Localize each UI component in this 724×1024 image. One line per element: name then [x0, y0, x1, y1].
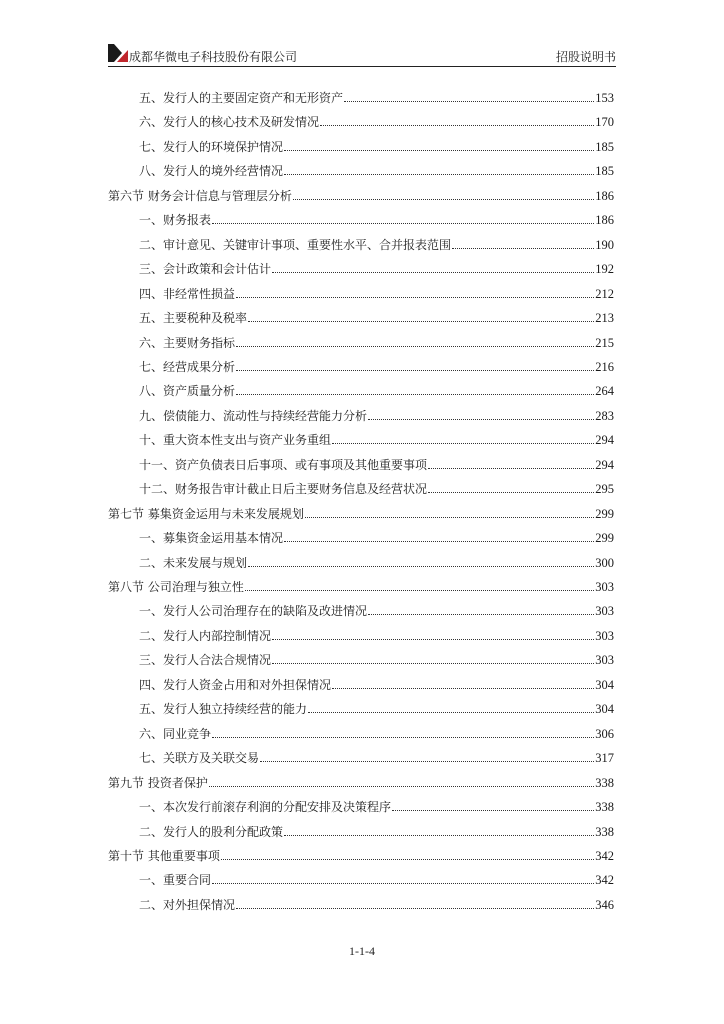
toc-entry-page: 216 — [595, 359, 614, 374]
toc-entry-page: 283 — [595, 408, 614, 423]
toc-entry-page: 300 — [595, 555, 614, 570]
toc-dot-leader — [221, 858, 594, 860]
toc-subsection-entry[interactable] — [139, 234, 614, 252]
toc-entry-title: 一、本次发行前滚存利润的分配安排及决策程序 — [139, 800, 392, 815]
toc-subsection-entry[interactable] — [139, 454, 614, 472]
page-number: 1-1-4 — [349, 944, 375, 958]
toc-dot-leader — [368, 613, 594, 615]
toc-dot-leader — [209, 785, 594, 787]
toc-entry-title: 八、资产质量分析 — [139, 384, 236, 399]
toc-subsection-entry[interactable] — [139, 869, 614, 887]
toc-dot-leader — [272, 271, 594, 273]
toc-dot-leader — [284, 173, 594, 175]
toc-entry-title: 第八节 公司治理与独立性 — [108, 580, 244, 594]
toc-entry-page: 186 — [595, 213, 614, 228]
toc-section-entry[interactable] — [108, 576, 614, 594]
toc-subsection-entry[interactable] — [139, 723, 614, 741]
toc-entry-page: 317 — [595, 751, 614, 766]
toc-entry-title: 三、会计政策和会计估计 — [139, 262, 272, 277]
toc-subsection-entry[interactable] — [139, 600, 614, 618]
toc-entry-page: 294 — [595, 457, 614, 472]
toc-entry-page: 299 — [595, 531, 614, 546]
toc-entry-title: 十二、财务报告审计截止日后主要财务信息及经营状况 — [139, 482, 428, 497]
toc-dot-leader — [320, 124, 594, 126]
toc-entry-page: 303 — [595, 628, 614, 643]
toc-entry-page: 192 — [595, 262, 614, 277]
toc-subsection-entry[interactable] — [139, 356, 614, 374]
toc-entry-title: 九、偿债能力、流动性与持续经营能力分析 — [139, 408, 368, 423]
toc-entry-title: 七、发行人的环境保护情况 — [139, 139, 284, 154]
toc-entry-page: 303 — [595, 604, 614, 619]
toc-entry-page: 338 — [595, 824, 614, 839]
toc-subsection-entry[interactable] — [139, 674, 614, 692]
toc-entry-title: 一、募集资金运用基本情况 — [139, 531, 284, 546]
toc-subsection-entry[interactable] — [139, 87, 614, 105]
toc-dot-leader — [236, 369, 594, 371]
toc-subsection-entry[interactable] — [139, 405, 614, 423]
toc-entry-page: 346 — [595, 897, 614, 912]
toc-entry-page: 303 — [595, 580, 614, 594]
toc-entry-title: 二、未来发展与规划 — [139, 555, 248, 570]
toc-entry-page: 264 — [595, 384, 614, 399]
toc-entry-title: 五、主要税种及税率 — [139, 311, 248, 326]
toc-dot-leader — [368, 418, 594, 420]
toc-entry-title: 二、发行人的股利分配政策 — [139, 824, 284, 839]
toc-dot-leader — [236, 296, 594, 298]
toc-entry-page: 342 — [595, 873, 614, 888]
toc-section-entry[interactable] — [108, 845, 614, 863]
toc-entry-page: 170 — [595, 115, 614, 130]
toc-entry-page: 304 — [595, 702, 614, 717]
toc-entry-title: 五、发行人的主要固定资产和无形资产 — [139, 91, 344, 105]
toc-subsection-entry[interactable] — [139, 796, 614, 814]
toc-entry-title: 三、发行人合法合规情况 — [139, 653, 272, 668]
toc-subsection-entry[interactable] — [139, 283, 614, 301]
toc-entry-title: 十一、资产负债表日后事项、或有事项及其他重要事项 — [139, 457, 428, 472]
toc-entry-page: 304 — [595, 677, 614, 692]
toc-entry-title: 第十节 其他重要事项 — [108, 848, 220, 863]
toc-entry-title: 四、发行人资金占用和对外担保情况 — [139, 677, 332, 692]
toc-subsection-entry[interactable] — [139, 698, 614, 716]
toc-dot-leader — [236, 393, 594, 395]
toc-entry-title: 六、主要财务指标 — [139, 335, 236, 350]
toc-entry-title: 六、同业竞争 — [139, 726, 212, 741]
toc-entry-title: 七、经营成果分析 — [139, 359, 236, 374]
toc-entry-title: 第九节 投资者保护 — [108, 775, 208, 790]
toc-entry-title: 二、对外担保情况 — [139, 897, 236, 912]
toc-entry-page: 153 — [595, 91, 614, 105]
toc-entry-page: 295 — [595, 482, 614, 497]
toc-entry-title: 七、关联方及关联交易 — [139, 751, 260, 766]
toc-dot-leader — [284, 834, 594, 836]
document-type: 招股说明书 — [555, 50, 616, 64]
toc-subsection-entry[interactable] — [139, 821, 614, 839]
toc-subsection-entry[interactable] — [139, 649, 614, 667]
toc-entry-title: 一、发行人公司治理存在的缺陷及改进情况 — [139, 604, 368, 619]
toc-entry-page: 185 — [595, 164, 614, 179]
toc-dot-leader — [212, 736, 594, 738]
toc-dot-leader — [272, 662, 594, 664]
toc-entry-title: 四、非经常性损益 — [139, 286, 236, 301]
toc-subsection-entry[interactable] — [139, 747, 614, 765]
toc-entry-title: 第六节 财务会计信息与管理层分析 — [108, 188, 292, 203]
toc-section-entry[interactable] — [108, 772, 614, 790]
toc-dot-leader — [284, 149, 594, 151]
toc-dot-leader — [344, 100, 594, 102]
toc-dot-leader — [332, 442, 594, 444]
toc-entry-page: 185 — [595, 139, 614, 154]
toc-subsection-entry[interactable] — [139, 552, 614, 570]
toc-subsection-entry[interactable] — [139, 307, 614, 325]
toc-section-entry[interactable] — [108, 185, 614, 203]
toc-dot-leader — [284, 540, 594, 542]
toc-entry-title: 第七节 募集资金运用与未来发展规划 — [108, 506, 304, 521]
toc-subsection-entry[interactable] — [139, 258, 614, 276]
toc-entry-page: 306 — [595, 726, 614, 741]
toc-entry-page: 303 — [595, 653, 614, 668]
toc-subsection-entry[interactable] — [139, 332, 614, 350]
toc-entry-title: 八、发行人的境外经营情况 — [139, 164, 284, 179]
toc-entry-page: 299 — [595, 506, 614, 521]
company-name: 成都华微电子科技股份有限公司 — [129, 50, 298, 64]
toc-dot-leader — [272, 638, 594, 640]
toc-dot-leader — [428, 467, 594, 469]
toc-entry-page: 186 — [595, 188, 614, 203]
toc-subsection-entry[interactable] — [139, 478, 614, 496]
toc-dot-leader — [212, 882, 594, 884]
toc-subsection-entry[interactable] — [139, 429, 614, 447]
toc-section-entry[interactable] — [108, 503, 614, 521]
toc-dot-leader — [452, 247, 594, 249]
toc-entry-page: 294 — [595, 433, 614, 448]
toc-dot-leader — [245, 589, 594, 591]
toc-entry-page: 342 — [595, 848, 614, 863]
toc-entry-page: 338 — [595, 775, 614, 790]
toc-subsection-entry[interactable] — [139, 209, 614, 227]
toc-entry-title: 一、财务报表 — [139, 213, 212, 228]
toc-entry-title: 十、重大资本性支出与资产业务重组 — [139, 433, 332, 448]
toc-dot-leader — [236, 345, 594, 347]
toc-dot-leader — [293, 198, 594, 200]
toc-dot-leader — [212, 222, 594, 224]
toc-dot-leader — [236, 907, 594, 909]
toc-subsection-entry[interactable] — [139, 380, 614, 398]
toc-entry-title: 一、重要合同 — [139, 873, 212, 888]
toc-entry-page: 212 — [595, 286, 614, 301]
toc-subsection-entry[interactable] — [139, 527, 614, 545]
toc-entry-page: 190 — [595, 237, 614, 252]
page-header — [108, 42, 616, 67]
toc-dot-leader — [260, 760, 594, 762]
toc-entry-title: 二、发行人内部控制情况 — [139, 628, 272, 643]
toc-subsection-entry[interactable] — [139, 625, 614, 643]
toc-subsection-entry[interactable] — [139, 111, 614, 129]
toc-dot-leader — [392, 809, 594, 811]
toc-dot-leader — [305, 516, 594, 518]
toc-subsection-entry[interactable] — [139, 136, 614, 154]
toc-subsection-entry[interactable] — [139, 160, 614, 178]
toc-dot-leader — [428, 491, 594, 493]
toc-entry-title: 六、发行人的核心技术及研发情况 — [139, 115, 320, 130]
toc-dot-leader — [308, 711, 594, 713]
toc-dot-leader — [332, 687, 594, 689]
toc-dot-leader — [248, 320, 594, 322]
toc-dot-leader — [248, 565, 594, 567]
toc-entry-page: 213 — [595, 311, 614, 326]
toc-entry-title: 二、审计意见、关键审计事项、重要性水平、合并报表范围 — [139, 237, 452, 252]
toc-entry-page: 338 — [595, 800, 614, 815]
toc-entry-title: 五、发行人独立持续经营的能力 — [139, 702, 308, 717]
toc-entry-page: 215 — [595, 335, 614, 350]
toc-subsection-entry[interactable] — [139, 894, 614, 912]
company-logo-icon — [108, 44, 128, 62]
